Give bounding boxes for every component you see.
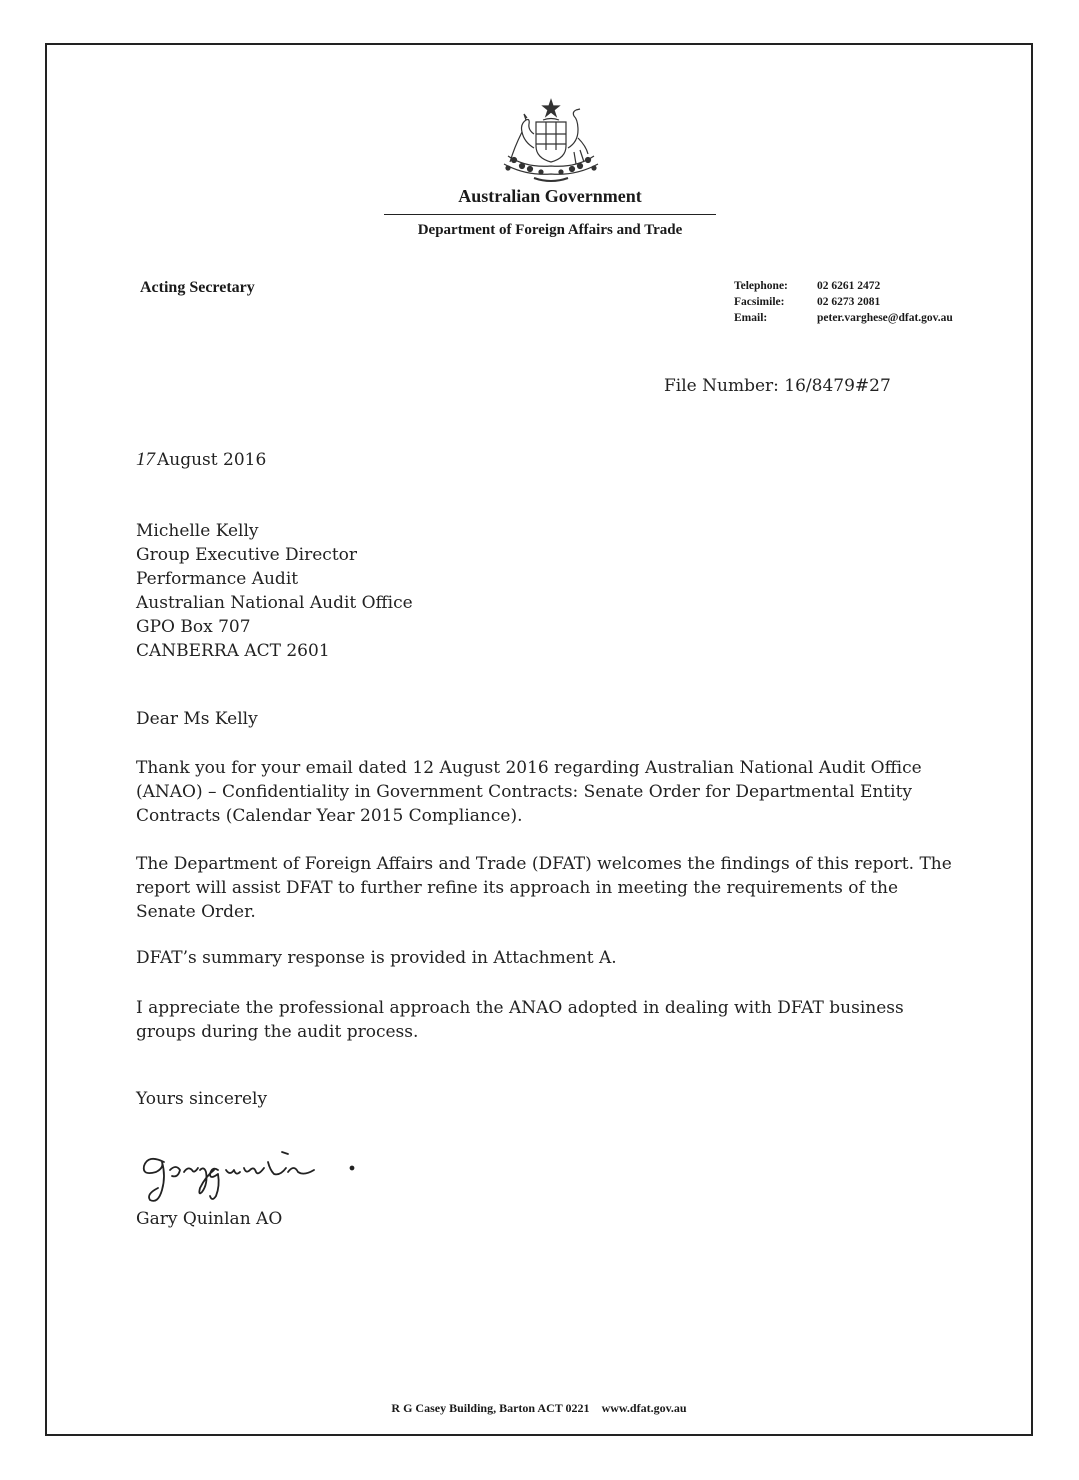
government-title: Australian Government	[458, 186, 642, 206]
footer	[45, 1401, 1033, 1416]
footer-website[interactable]: www.dfat.gov.au	[601, 1401, 687, 1415]
department-name: Department of Foreign Affairs and Trade	[417, 222, 683, 238]
email-row	[734, 310, 953, 326]
telephone-label: Telephone:	[734, 280, 788, 292]
facsimile-label: Facsimile:	[734, 296, 785, 308]
telephone-value: 02 6261 2472	[817, 280, 881, 292]
closing: Yours sincerely	[136, 1089, 268, 1109]
recipient-line: Australian National Audit Office	[136, 593, 413, 613]
recipient-line: Group Executive Director	[136, 545, 358, 565]
letterhead-rule	[384, 214, 716, 215]
body-paragraph: I appreciate the professional approach the ANAO adopted in dealing with DFAT business groups during the audit process.	[136, 998, 904, 1042]
recipient-line: Michelle Kelly	[136, 521, 259, 541]
facsimile-row	[734, 294, 953, 310]
australian-coat-of-arms-icon	[496, 98, 606, 184]
recipient-line: CANBERRA ACT 2601	[136, 641, 330, 661]
letter-date	[136, 449, 266, 471]
salutation: Dear Ms Kelly	[136, 709, 258, 729]
body-paragraph: DFAT’s summary response is provided in Attachment A.	[136, 948, 617, 968]
telephone-row	[734, 278, 953, 294]
signatory-name: Gary Quinlan AO	[136, 1209, 283, 1229]
facsimile-value: 02 6273 2081	[817, 296, 881, 308]
recipient-line: Performance Audit	[136, 569, 299, 589]
email-label: Email:	[734, 312, 768, 324]
date-month-year: August 2016	[157, 450, 267, 470]
handwritten-day: 17	[136, 449, 155, 470]
body-paragraph: Thank you for your email dated 12 August 2016 regarding Australian National Audit Office (ANAO) – Confidentiality in Government Contracts: Senate Order for Departmental Entity Contracts (Calendar Year 2015 Compliance).	[136, 758, 922, 826]
recipient-address	[136, 519, 413, 663]
recipient-line: GPO Box 707	[136, 617, 251, 637]
contact-block	[734, 278, 953, 326]
body-paragraph: The Department of Foreign Affairs and Trade (DFAT) welcomes the findings of this report. The report will assist DFAT to further refine its approach in meeting the requirements of the Senate Order.	[136, 854, 952, 922]
footer-address: R G Casey Building, Barton ACT 0221	[391, 1401, 590, 1415]
email-value: peter.varghese@dfat.gov.au	[817, 312, 953, 324]
handwritten-signature-icon	[136, 1140, 456, 1212]
file-number: File Number: 16/8479#27	[664, 376, 891, 396]
sender-title: Acting Secretary	[140, 279, 255, 296]
